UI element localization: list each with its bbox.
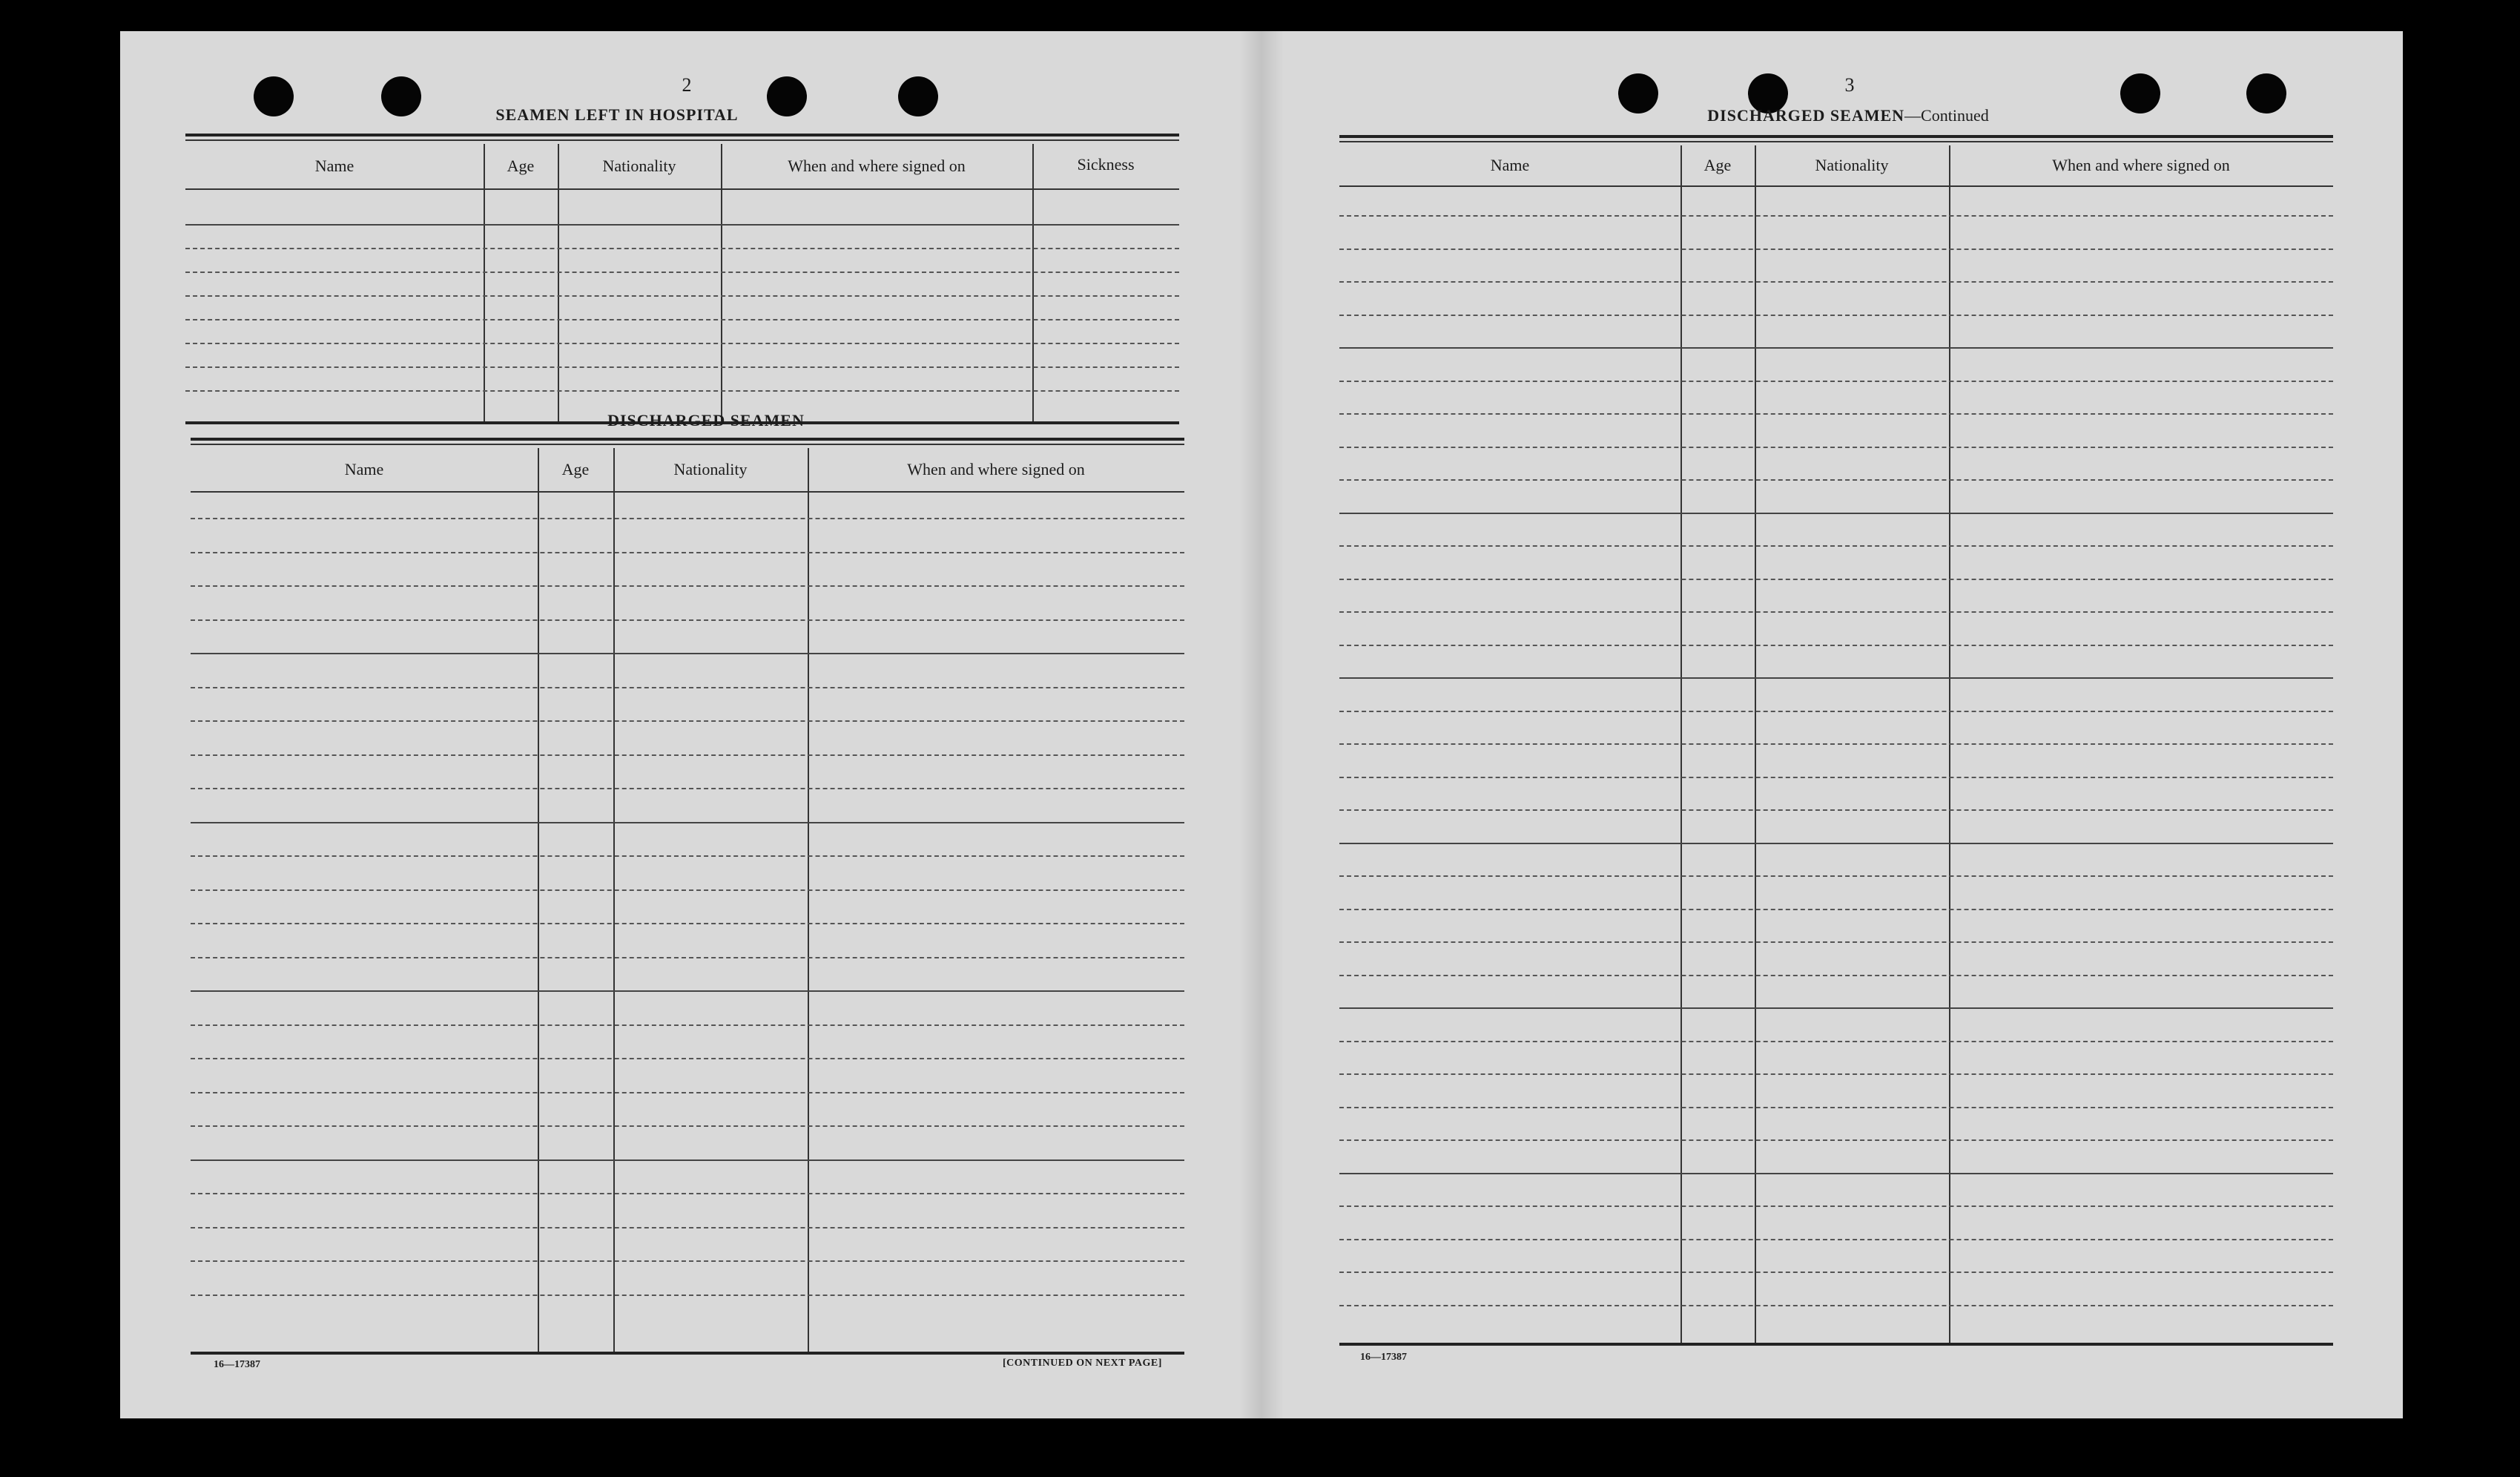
ruled-line (1339, 513, 2333, 514)
ruled-line (1339, 809, 2333, 811)
discharged-continued-heading (1640, 106, 2056, 125)
ruled-line (1339, 843, 2333, 844)
ruled-line (1339, 1041, 2333, 1042)
ruled-line (1339, 281, 2333, 283)
ruled-line (191, 754, 1184, 756)
hospital-heading: SEAMEN LEFT IN HOSPITAL (495, 105, 739, 124)
ruled-line (191, 1227, 1184, 1228)
column-header-age: Age (507, 157, 535, 175)
ruled-line (1339, 315, 2333, 316)
ruled-line (1339, 413, 2333, 415)
column-header-signed-on: When and where signed on (907, 460, 1085, 478)
ruled-line (191, 923, 1184, 924)
page-fold (1239, 31, 1284, 1418)
form-number-right: 16—17387 (1360, 1352, 1407, 1363)
ruled-line (1339, 545, 2333, 547)
hospital-table (185, 134, 1179, 424)
ruled-line (191, 1024, 1184, 1026)
ruled-line (191, 822, 1184, 823)
ruled-line (1339, 479, 2333, 481)
heading-text: DISCHARGED SEAMEN (1707, 106, 1905, 125)
form-number-left: 16—17387 (214, 1359, 260, 1370)
discharged-table (191, 438, 1184, 1355)
column-header-nationality: Nationality (602, 157, 676, 175)
ruled-line (191, 990, 1184, 992)
ruled-line (1339, 347, 2333, 349)
ruled-line (1339, 975, 2333, 976)
page-number-right: 3 (1844, 74, 1855, 96)
ruled-line (191, 518, 1184, 519)
column-header-name: Name (344, 460, 384, 478)
ruled-line (191, 653, 1184, 654)
ruled-line (1339, 1107, 2333, 1108)
column-header-signed-on: When and where signed on (788, 157, 966, 175)
ruled-line (1339, 645, 2333, 646)
ruled-line (1339, 941, 2333, 943)
ruled-line (1339, 579, 2333, 580)
column-header-name: Name (1490, 156, 1530, 174)
ruled-line (1339, 1007, 2333, 1009)
ruled-line (191, 552, 1184, 553)
scanned-document (120, 31, 2403, 1418)
ruled-line (1339, 875, 2333, 877)
ruled-line (191, 957, 1184, 958)
ruled-line (191, 889, 1184, 891)
ruled-line (1339, 1239, 2333, 1240)
discharged-continued-table (1339, 135, 2333, 1346)
ruled-line (1339, 777, 2333, 778)
ruled-line (191, 1125, 1184, 1127)
discharged-heading: DISCHARGED SEAMEN (607, 411, 805, 430)
column-header-sickness: Sickness (1077, 155, 1135, 174)
column-header-age: Age (561, 460, 590, 478)
ruled-line (1339, 743, 2333, 745)
ruled-line (1339, 711, 2333, 712)
page-number-left: 2 (682, 74, 692, 96)
punch-hole (2120, 73, 2160, 114)
ruled-line (191, 1092, 1184, 1093)
ruled-line (1339, 677, 2333, 679)
ruled-line (191, 619, 1184, 621)
ruled-line (191, 1193, 1184, 1194)
ruled-line (191, 855, 1184, 857)
ruled-line (1339, 1272, 2333, 1273)
column-header-age: Age (1703, 156, 1732, 174)
ruled-line (1339, 381, 2333, 382)
ruled-line (1339, 611, 2333, 613)
punch-hole (898, 76, 938, 116)
ruled-line (191, 1295, 1184, 1296)
ruled-line (1339, 909, 2333, 910)
ruled-line (191, 1159, 1184, 1161)
ruled-line (1339, 1073, 2333, 1075)
ruled-line (191, 788, 1184, 789)
column-header-name: Name (314, 157, 354, 175)
punch-hole (254, 76, 294, 116)
ruled-line (191, 1260, 1184, 1262)
ruled-line (191, 720, 1184, 722)
column-header-nationality: Nationality (673, 460, 748, 478)
heading-suffix: —Continued (1904, 106, 1989, 125)
column-header-signed-on: When and where signed on (2052, 156, 2230, 174)
ruled-line (191, 1058, 1184, 1059)
ruled-line (1339, 1139, 2333, 1141)
ruled-line (191, 687, 1184, 688)
ruled-line (191, 585, 1184, 587)
column-header-nationality: Nationality (1815, 156, 1889, 174)
punch-hole (2246, 73, 2286, 114)
ruled-line (1339, 1173, 2333, 1174)
ruled-line (1339, 215, 2333, 217)
ruled-line (1339, 447, 2333, 448)
ruled-line (1339, 1205, 2333, 1207)
ruled-line (1339, 1305, 2333, 1306)
ruled-line (1339, 249, 2333, 250)
punch-hole (381, 76, 421, 116)
continued-note: [CONTINUED ON NEXT PAGE] (1003, 1358, 1162, 1369)
